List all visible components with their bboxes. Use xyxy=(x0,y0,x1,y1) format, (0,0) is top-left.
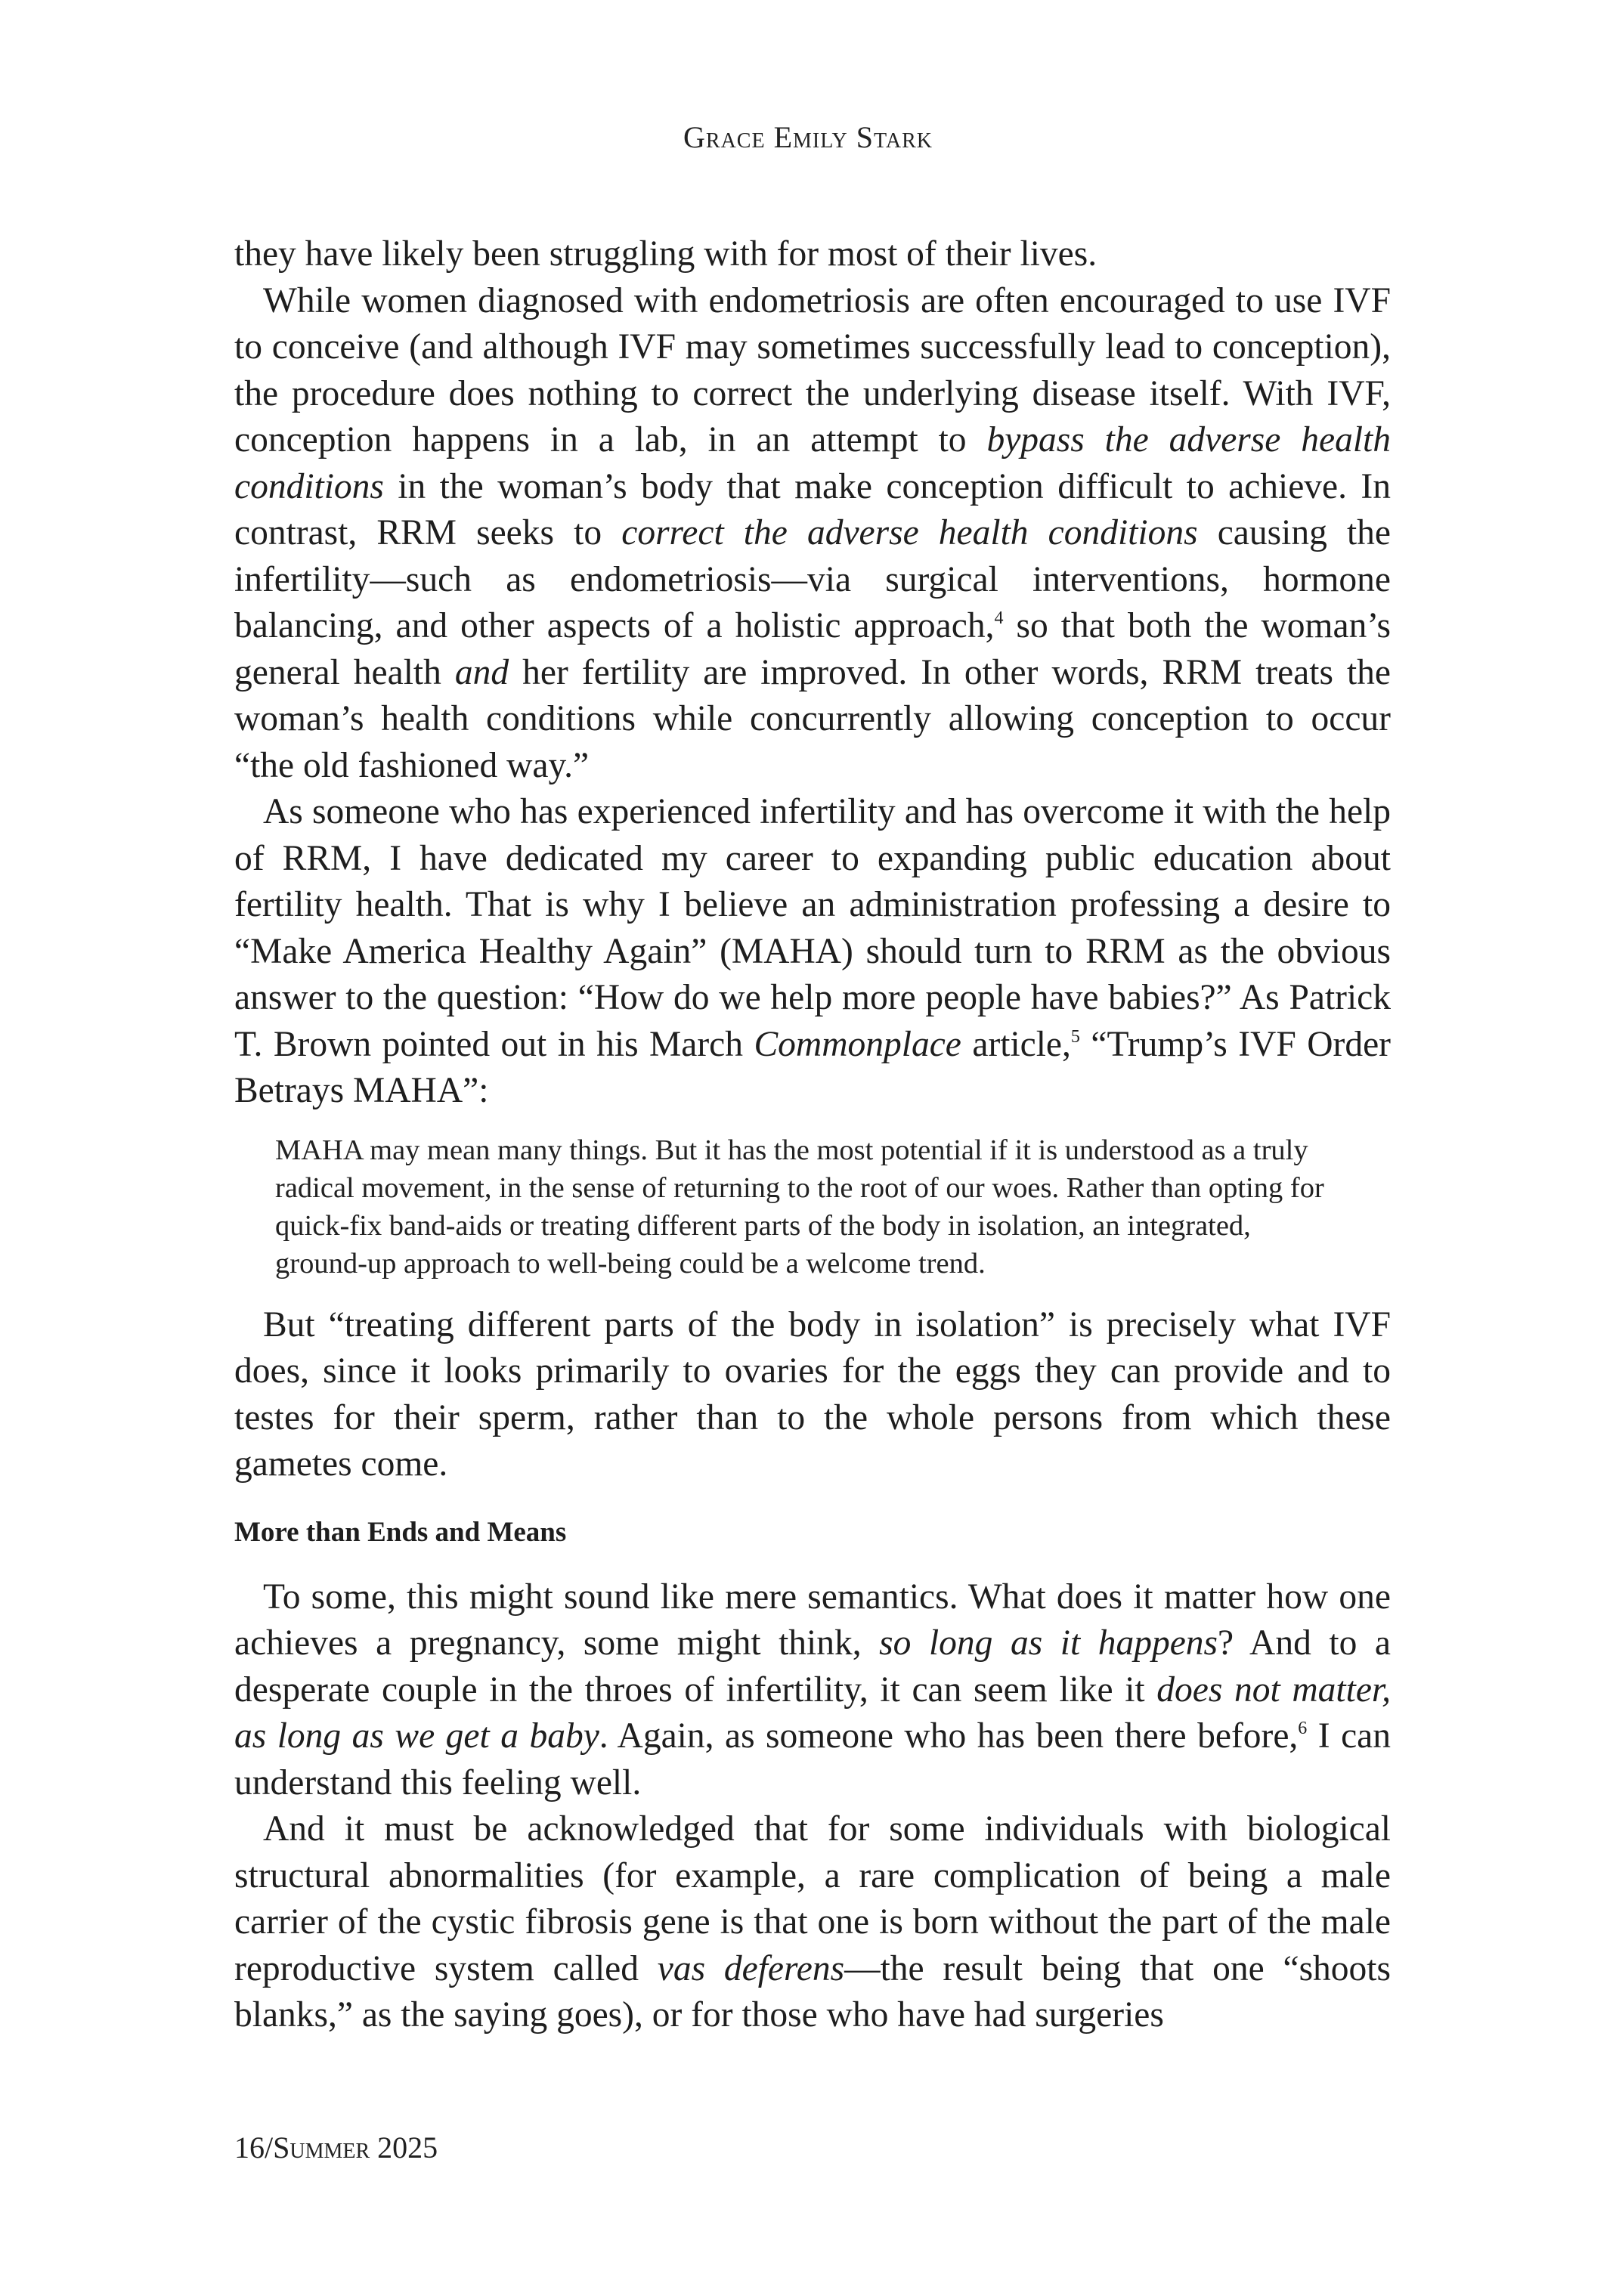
text-run: in the woman’s body that make conception difficult to achieve. In contrast, RRM seeks to xyxy=(234,466,1391,552)
text-run: article, xyxy=(961,1024,1071,1064)
emphasis-text: so long as it happens xyxy=(879,1623,1218,1663)
paragraph-continuation xyxy=(234,231,1391,278)
text-run: And it must be acknowledged that for some individuals with biological structural abnormalities (for example, a rare complication of being a male carrier of the cystic fibrosis gene is that one is born without the part of the male reproductive system called xyxy=(234,1809,1391,1988)
running-head-author: Grace Emily Stark xyxy=(683,120,933,154)
emphasis-text: Commonplace xyxy=(754,1024,961,1064)
emphasis-text: vas deferens xyxy=(657,1948,845,1988)
body-text xyxy=(234,231,1391,2039)
emphasis-text: does not matter, as long as we get a baby xyxy=(234,1669,1392,1756)
text-run: As someone who has experienced infertility and has overcome it with the help of RRM, I have dedicated my career to expanding public education about fertility health. That is why I believe an administration professing a desire to “Make America Healthy Again” (MAHA) should turn to RRM as the obvious answer to the question: “How do we help more people have babies?” As Patrick T. Brown pointed out in his March xyxy=(234,792,1391,1064)
text-run: —the result being that one “shoots blanks,” as the saying goes), or for those who have had surgeries xyxy=(234,1948,1391,2035)
paragraph-abnormalities xyxy=(234,1806,1391,2039)
text-run: To some, this might sound like mere semantics. What does it matter how one achieves a pregnancy, some might think, xyxy=(234,1577,1391,1663)
text-run: they have likely been struggling with for most of their lives. xyxy=(234,234,1097,274)
folio-separator: / xyxy=(265,2130,274,2164)
folio xyxy=(234,2130,438,2165)
text-run: her fertility are improved. In other words, RRM treats the woman’s health conditions while concurrently allowing conception to occur “the old fashioned way.” xyxy=(234,652,1391,785)
text-run: But “treating different parts of the body in isolation” is precisely what IVF does, since it looks primarily to ovaries for the eggs they can provide and to testes for their sperm, rather than to the whole persons from which these gametes come. xyxy=(234,1304,1391,1484)
paragraph-endometriosis xyxy=(234,278,1391,790)
paragraph-isolation xyxy=(234,1302,1391,1488)
paragraph-maha xyxy=(234,789,1391,1115)
page-number: 16 xyxy=(234,2130,265,2164)
text-run: . Again, as someone who has been there before, xyxy=(599,1716,1299,1756)
text-run: I can understand this feeling well. xyxy=(234,1716,1392,1802)
emphasis-text: bypass the adverse health conditions xyxy=(234,420,1391,506)
paragraph-semantics xyxy=(234,1574,1391,1807)
section-heading: More than Ends and Means xyxy=(234,1516,567,1548)
footnote-marker[interactable]: 6 xyxy=(1298,1719,1308,1738)
block-quote: MAHA may mean many things. But it has the most potential if it is understood as a truly radical movement, in the sense of returning to the root of our woes. Rather than opting for quick-fix band-aids or treating different parts of the body in isolation, an integrated, ground-up approach to well-being could be a welcome trend. xyxy=(275,1134,1324,1280)
text-run: so that both the woman’s general health xyxy=(234,606,1391,692)
text-run: While women diagnosed with endometriosis are often encouraged to use IVF to conceive (and although IVF may sometimes successfully lead to conception), the procedure does nothing to correct the underlying disease itself. With IVF, conception happens in a lab, in an attempt to xyxy=(234,280,1391,460)
text-run: “Trump’s IVF Order Betrays MAHA”: xyxy=(234,1024,1391,1110)
issue-season-year: Summer 2025 xyxy=(273,2130,438,2164)
footnote-marker[interactable]: 5 xyxy=(1070,1026,1080,1047)
emphasis-text: correct the adverse health conditions xyxy=(621,513,1198,552)
emphasis-text: and xyxy=(454,652,509,692)
text-run: causing the infertility—such as endometriosis—via surgical interventions, hormone balancing, and other aspects of a holistic approach, xyxy=(234,513,1391,645)
text-run: ? And to a desperate couple in the throes of infertility, it can seem like it xyxy=(234,1623,1391,1710)
footnote-marker[interactable]: 4 xyxy=(994,608,1004,628)
